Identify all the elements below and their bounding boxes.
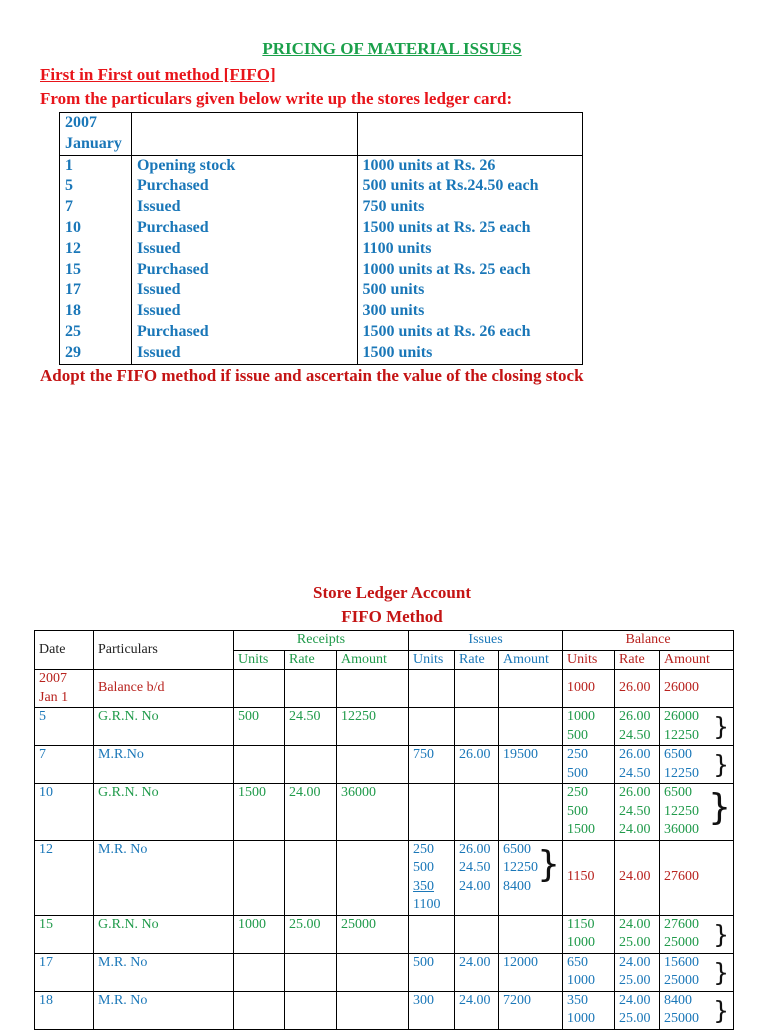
ledger-row xyxy=(35,840,734,915)
ledger-row xyxy=(35,708,734,746)
balance-rate-line: 24.50 xyxy=(619,765,651,781)
balance-units-line: 250 xyxy=(567,785,589,800)
balance-amount-line: 36000 xyxy=(664,822,700,837)
day-cell: 25 xyxy=(65,322,81,340)
balance-amount-cell xyxy=(660,784,734,841)
balance-amount-line: 27600 xyxy=(664,916,700,932)
date-year: 2007 xyxy=(39,671,67,686)
receipt-rate-cell xyxy=(285,746,337,784)
issue-units-cell: 500 xyxy=(409,953,455,991)
day-cell: 10 xyxy=(65,218,81,236)
receipt-units-cell xyxy=(234,991,285,1029)
balance-units-cell xyxy=(563,991,615,1029)
balance-units-line: 500 xyxy=(567,765,589,781)
balance-amount-cell: 27600 xyxy=(660,840,734,915)
detail-cell: 300 units xyxy=(362,302,425,320)
balance-units-line: 1150 xyxy=(567,916,595,932)
right-brace-icon: } xyxy=(713,712,730,741)
issue-rate-cell: 24.00 xyxy=(455,953,499,991)
balance-units-cell xyxy=(563,915,615,953)
balance-units-line: 650 xyxy=(567,954,589,970)
day-cell: 7 xyxy=(65,198,73,216)
issue-units-line: 350 xyxy=(413,878,435,894)
detail-cell: 500 units xyxy=(362,281,425,299)
date-cell: 5 xyxy=(35,708,94,746)
balance-rate-header: Rate xyxy=(615,650,660,670)
ledger-header-row xyxy=(35,631,734,651)
balance-rate-cell: 26.00 xyxy=(615,670,660,708)
balance-units-line: 1500 xyxy=(567,822,596,837)
ledger-row xyxy=(35,784,734,841)
receipt-rate-cell: 25.00 xyxy=(285,915,337,953)
balance-units-header: Units xyxy=(563,650,615,670)
receipt-units-cell: 1500 xyxy=(234,784,285,841)
particulars-cell: Issued xyxy=(136,239,181,257)
issues-rate-header: Rate xyxy=(455,650,499,670)
particulars-cell: Issued xyxy=(136,198,181,216)
issue-amount-line: 12250 xyxy=(503,860,539,875)
balance-units-line: 350 xyxy=(567,992,589,1008)
year-month-cell xyxy=(60,113,132,156)
balance-amount-line: 25000 xyxy=(664,935,700,950)
ledger-row xyxy=(35,746,734,784)
day-cell: 17 xyxy=(65,281,81,299)
date-cell: 10 xyxy=(35,784,94,841)
ledger-row xyxy=(35,991,734,1029)
issue-rate-cell xyxy=(455,670,499,708)
adopt-note: Adopt the FIFO method if issue and ascertain the value of the closing stock xyxy=(40,366,584,385)
issue-units-total: 1100 xyxy=(413,897,441,912)
detail-cell: 750 units xyxy=(362,198,425,216)
receipt-amount-cell xyxy=(337,840,409,915)
issue-rate-cell: 26.00 xyxy=(455,746,499,784)
balance-rate-cell xyxy=(615,915,660,953)
date-cell: 17 xyxy=(35,953,94,991)
table-header-row xyxy=(60,113,583,156)
issue-units-line: 250 xyxy=(413,841,435,857)
issue-amount-cell xyxy=(499,708,563,746)
issue-rate-cell: 24.00 xyxy=(455,991,499,1029)
particulars-cell: M.R. No xyxy=(94,953,234,991)
balance-amount-cell xyxy=(660,915,734,953)
detail-cell: 1500 units xyxy=(362,343,433,361)
issue-rate-cell xyxy=(455,915,499,953)
day-cell: 15 xyxy=(65,260,81,278)
balance-amount-line: 6500 xyxy=(664,785,693,800)
balance-amount-cell: 26000 xyxy=(660,670,734,708)
instruction-text: From the particulars given below write up the stores ledger card: xyxy=(40,89,513,108)
date-header: Date xyxy=(35,631,94,670)
detail-cell: 1000 units at Rs. 25 each xyxy=(362,260,531,278)
date-cell xyxy=(35,670,94,708)
balance-units-cell xyxy=(563,708,615,746)
date-cell: 7 xyxy=(35,746,94,784)
ledger-row xyxy=(35,953,734,991)
balance-rate-cell xyxy=(615,746,660,784)
issue-rate-line: 24.00 xyxy=(459,878,491,894)
right-brace-icon: } xyxy=(713,957,730,987)
balance-amount-line: 12250 xyxy=(664,803,700,819)
balance-units-line: 1000 xyxy=(567,973,596,988)
particulars-column xyxy=(131,155,357,364)
balance-units-cell xyxy=(563,953,615,991)
particulars-cell: Purchased xyxy=(136,177,209,195)
balance-rate-line: 25.00 xyxy=(619,935,651,950)
receipt-amount-cell xyxy=(337,991,409,1029)
detail-cell: 1500 units at Rs. 25 each xyxy=(362,218,531,236)
balance-rate-line: 24.00 xyxy=(619,916,651,932)
balance-rate-line: 26.00 xyxy=(619,747,651,762)
particulars-cell: Purchased xyxy=(136,260,209,278)
detail-cell: 1000 units at Rs. 26 xyxy=(362,156,496,174)
balance-rate-cell xyxy=(615,991,660,1029)
ledger-row xyxy=(35,915,734,953)
balance-amount-line: 8400 xyxy=(664,992,693,1008)
balance-amount-line: 6500 xyxy=(664,747,693,762)
receipt-rate-cell xyxy=(285,991,337,1029)
issue-units-line: 500 xyxy=(413,860,435,875)
particulars-header: Particulars xyxy=(94,631,234,670)
issue-units-cell xyxy=(409,840,455,915)
balance-units-cell xyxy=(563,746,615,784)
particulars-cell: G.R.N. No xyxy=(94,784,234,841)
balance-units-line: 500 xyxy=(567,727,589,743)
receipt-amount-cell xyxy=(337,953,409,991)
issue-amount-cell: 19500 xyxy=(499,746,563,784)
receipt-rate-cell xyxy=(285,953,337,991)
balance-rate-cell xyxy=(615,784,660,841)
receipt-amount-cell: 12250 xyxy=(337,708,409,746)
balance-units-cell xyxy=(563,784,615,841)
issue-units-cell xyxy=(409,670,455,708)
issue-amount-cell xyxy=(499,670,563,708)
particulars-cell: Purchased xyxy=(136,218,209,236)
particulars-cell: G.R.N. No xyxy=(94,915,234,953)
balance-rate-line: 26.00 xyxy=(619,709,651,724)
balance-rate-line: 25.00 xyxy=(619,973,651,988)
receipts-header: Receipts xyxy=(234,631,409,651)
balance-rate-line: 25.00 xyxy=(619,1011,651,1026)
day-cell: 29 xyxy=(65,343,81,361)
receipt-rate-cell: 24.00 xyxy=(285,784,337,841)
balance-header: Balance xyxy=(563,631,734,651)
receipt-units-cell: 1000 xyxy=(234,915,285,953)
particulars-cell: Balance b/d xyxy=(94,670,234,708)
issue-rate-line: 26.00 xyxy=(459,841,491,857)
particulars-cell: G.R.N. No xyxy=(94,708,234,746)
issues-amount-header: Amount xyxy=(499,650,563,670)
right-brace-icon: } xyxy=(713,995,730,1025)
balance-rate-line: 24.00 xyxy=(619,954,651,970)
balance-amount-line: 12250 xyxy=(664,765,700,781)
receipt-units-cell xyxy=(234,953,285,991)
date-cell: 18 xyxy=(35,991,94,1029)
balance-units-line: 1000 xyxy=(567,709,596,724)
detail-column xyxy=(357,155,583,364)
issue-rate-cell xyxy=(455,840,499,915)
particulars-cell: Issued xyxy=(136,302,181,320)
issue-rate-cell xyxy=(455,784,499,841)
balance-amount-cell xyxy=(660,746,734,784)
particulars-cell: Issued xyxy=(136,343,181,361)
balance-rate-line: 24.50 xyxy=(619,803,651,819)
month-label: January xyxy=(65,134,122,152)
issue-amount-cell xyxy=(499,840,563,915)
issues-units-header: Units xyxy=(409,650,455,670)
day-cell: 12 xyxy=(65,239,81,257)
method-subtitle: First in First out method [FIFO] xyxy=(40,65,276,84)
day-cell: 5 xyxy=(65,177,73,195)
receipt-units-cell xyxy=(234,746,285,784)
balance-amount-line: 26000 xyxy=(664,709,700,724)
balance-rate-cell: 24.00 xyxy=(615,840,660,915)
issue-units-cell xyxy=(409,784,455,841)
balance-units-line: 1000 xyxy=(567,935,596,950)
issue-amount-line: 8400 xyxy=(503,878,532,894)
balance-rate-cell xyxy=(615,953,660,991)
particulars-cell: M.R. No xyxy=(94,991,234,1029)
balance-amount-line: 25000 xyxy=(664,973,700,988)
receipt-rate-cell xyxy=(285,840,337,915)
issue-amount-cell xyxy=(499,915,563,953)
issue-units-cell xyxy=(409,915,455,953)
ledger-title: Store Ledger Account xyxy=(312,583,472,602)
balance-units-cell: 1000 xyxy=(563,670,615,708)
balance-amount-cell xyxy=(660,953,734,991)
right-brace-icon: } xyxy=(708,787,732,828)
balance-rate-line: 24.00 xyxy=(619,992,651,1008)
issue-rate-cell xyxy=(455,708,499,746)
receipt-units-cell xyxy=(234,840,285,915)
right-brace-icon: } xyxy=(537,843,561,885)
balance-amount-line: 12250 xyxy=(664,727,700,743)
day-column xyxy=(60,155,132,364)
empty-header-cell xyxy=(357,113,583,156)
balance-rate-cell xyxy=(615,708,660,746)
balance-amount-header: Amount xyxy=(660,650,734,670)
balance-amount-cell xyxy=(660,991,734,1029)
day-cell: 1 xyxy=(65,156,73,174)
balance-units-cell: 1150 xyxy=(563,840,615,915)
right-brace-icon: } xyxy=(713,750,730,779)
issue-amount-cell: 12000 xyxy=(499,953,563,991)
year-label: 2007 xyxy=(65,114,97,131)
date-cell: 12 xyxy=(35,840,94,915)
receipt-units-cell xyxy=(234,670,285,708)
issue-units-cell: 750 xyxy=(409,746,455,784)
issues-header: Issues xyxy=(409,631,563,651)
receipts-rate-header: Rate xyxy=(285,650,337,670)
issue-amount-line: 6500 xyxy=(503,841,532,857)
ledger-subtitle: FIFO Method xyxy=(341,607,443,626)
particulars-cell: Issued xyxy=(136,281,181,299)
issue-rate-line: 24.50 xyxy=(459,860,491,875)
particulars-table xyxy=(59,112,583,365)
day-cell: 18 xyxy=(65,302,81,320)
ledger-row xyxy=(35,670,734,708)
particulars-cell: Purchased xyxy=(136,322,209,340)
issue-amount-cell xyxy=(499,784,563,841)
date-cell: 15 xyxy=(35,915,94,953)
particulars-cell: M.R. No xyxy=(94,840,234,915)
date-day: Jan 1 xyxy=(39,689,69,705)
balance-units-line: 500 xyxy=(567,803,589,819)
receipt-amount-cell xyxy=(337,746,409,784)
balance-amount-cell xyxy=(660,708,734,746)
table-row xyxy=(60,155,583,364)
balance-amount-line: 25000 xyxy=(664,1011,700,1026)
balance-units-line: 1000 xyxy=(567,1011,596,1026)
issue-amount-cell: 7200 xyxy=(499,991,563,1029)
store-ledger-table xyxy=(34,630,734,1030)
issue-units-cell xyxy=(409,708,455,746)
receipt-rate-cell xyxy=(285,670,337,708)
receipt-units-cell: 500 xyxy=(234,708,285,746)
page-title: PRICING OF MATERIAL ISSUES xyxy=(262,39,522,58)
detail-cell: 1100 units xyxy=(362,239,432,257)
receipt-amount-cell: 36000 xyxy=(337,784,409,841)
particulars-cell: M.R.No xyxy=(94,746,234,784)
detail-cell: 1500 units at Rs. 26 each xyxy=(362,322,531,340)
balance-rate-line: 24.50 xyxy=(619,727,651,743)
right-brace-icon: } xyxy=(713,919,730,949)
balance-amount-line: 15600 xyxy=(664,954,700,970)
detail-cell: 500 units at Rs.24.50 each xyxy=(362,177,539,195)
receipt-amount-cell: 25000 xyxy=(337,915,409,953)
balance-rate-line: 26.00 xyxy=(619,785,651,800)
particulars-cell: Opening stock xyxy=(136,156,236,174)
receipt-rate-cell: 24.50 xyxy=(285,708,337,746)
receipt-amount-cell xyxy=(337,670,409,708)
balance-units-line: 250 xyxy=(567,747,589,762)
balance-rate-line: 24.00 xyxy=(619,822,651,837)
receipts-amount-header: Amount xyxy=(337,650,409,670)
empty-header-cell xyxy=(131,113,357,156)
issue-units-cell: 300 xyxy=(409,991,455,1029)
receipts-units-header: Units xyxy=(234,650,285,670)
